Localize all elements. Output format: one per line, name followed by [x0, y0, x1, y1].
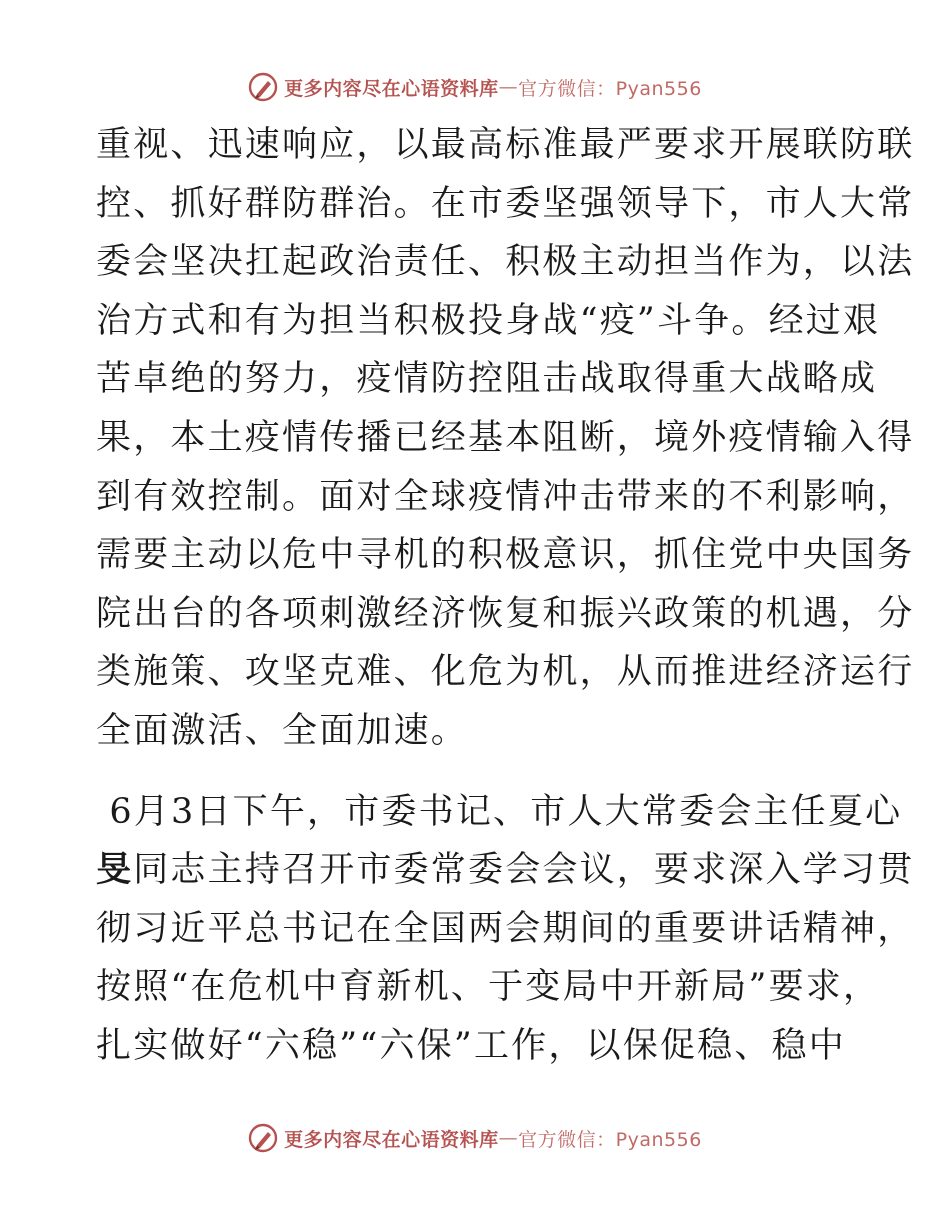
- text-line: [96, 841, 915, 900]
- header-watermark: [0, 72, 950, 102]
- text-line: 扎实做好“六稳”“六保”工作，以保促稳、稳中: [96, 1025, 846, 1066]
- pen-logo-icon: [248, 1123, 278, 1153]
- text-line: 治方式和有为担当积极投身战“疫”斗争。经过艰: [96, 300, 881, 341]
- text-line: 6月3日下午，市委书记、市人大常委会主任夏心: [96, 791, 903, 832]
- text-line: 到有效控制。面对全球疫情冲击带来的不利影响，: [96, 476, 915, 517]
- header-tagline: 更多内容尽在心语资料库: [284, 77, 499, 100]
- text-line-rest: 同志主持召开市委常委会会议，要求深入学习贯: [133, 850, 915, 891]
- text-line: 彻习近平总书记在全国两会期间的重要讲话精神，: [96, 908, 915, 949]
- text-line: 控、抓好群防群治。在市委坚强领导下，市人大常: [96, 183, 915, 224]
- paragraph-2: [96, 783, 915, 1076]
- text-line: 苦卓绝的努力，疫情防控阻击战取得重大战略成: [96, 359, 878, 400]
- document-body: [96, 116, 915, 1076]
- text-line: 果，本土疫情传播已经基本阻断，境外疫情输入得: [96, 417, 915, 458]
- text-line: 全面激活、全面加速。: [96, 710, 469, 751]
- header-separator: —: [498, 76, 519, 98]
- pen-logo-icon: [248, 72, 278, 102]
- footer-tagline: 更多内容尽在心语资料库: [284, 1128, 499, 1151]
- name-character: 旻: [96, 850, 134, 891]
- text-line: 院出台的各项刺激经济恢复和振兴政策的机遇，分: [96, 593, 915, 634]
- footer-separator: —: [498, 1127, 519, 1149]
- text-line: 按照“在危机中育新机、于变局中开新局”要求，: [96, 967, 881, 1008]
- footer-watermark: [0, 1123, 950, 1153]
- text-line: 重视、迅速响应，以最高标准最严要求开展联防联: [96, 125, 915, 165]
- text-line: 类施策、攻坚克难、化危为机，从而推进经济运行: [96, 652, 915, 693]
- text-line: 委会坚决扛起政治责任、积极主动担当作为，以法: [96, 242, 915, 283]
- footer-contact: 官方微信：Pyan556: [518, 1128, 702, 1151]
- paragraph-1: [96, 116, 915, 761]
- text-line: 需要主动以危中寻机的积极意识，抓住党中央国务: [96, 535, 915, 576]
- header-contact: 官方微信：Pyan556: [518, 77, 702, 100]
